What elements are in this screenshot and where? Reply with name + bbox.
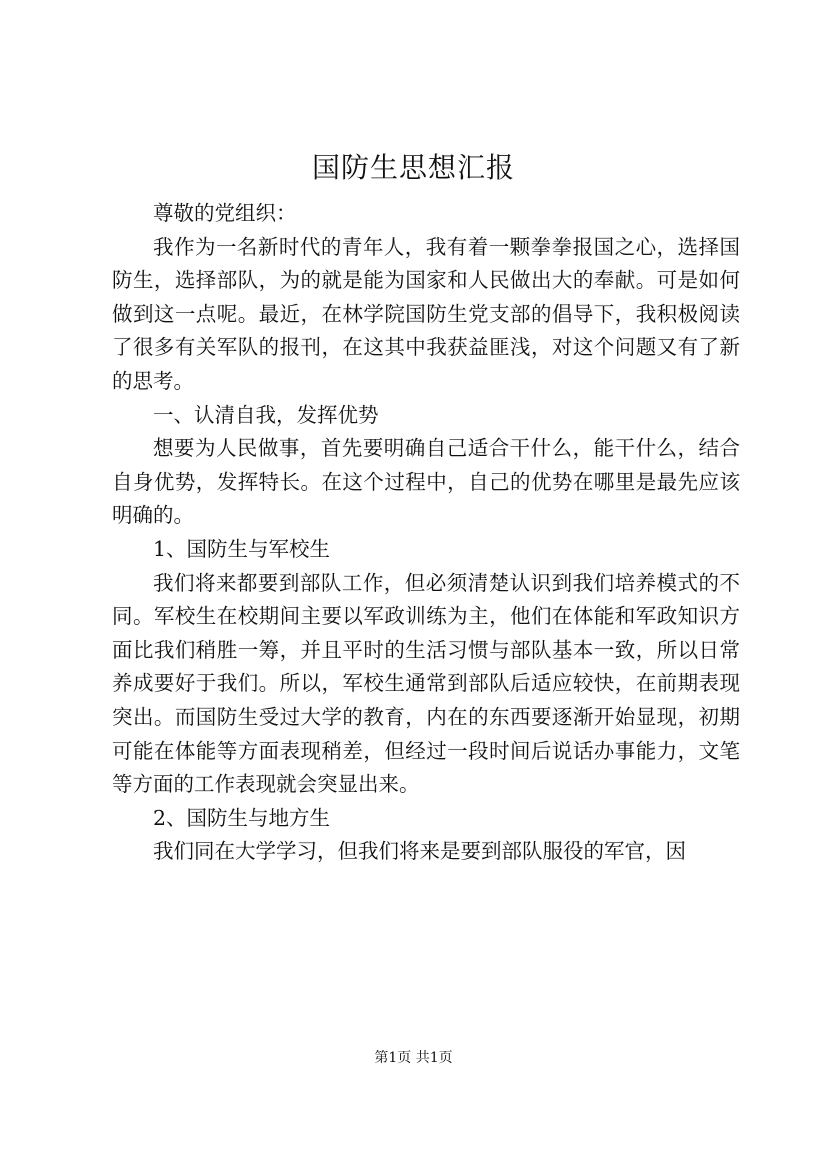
document-title: 国防生思想汇报 — [311, 151, 515, 184]
document-body — [112, 197, 740, 869]
subsection-heading-1: 1、国防生与军校生 — [153, 536, 331, 561]
section-heading-1: 一、认清自我，发挥优势 — [153, 402, 379, 427]
paragraph-section-1: 想要为人民做事，首先要明确自己适合干什么，能干什么，结合自身优势，发挥特长。在这个过程中，自己的优势在哪里是最先应该明确的。 — [112, 436, 740, 528]
subsection-heading-2: 2、国防生与地方生 — [153, 805, 331, 830]
page-footer: 第1页 共1页 — [374, 1050, 453, 1066]
paragraph-subsection-2: 我们同在大学学习，但我们将来是要到部队服役的军官，因 — [153, 839, 686, 864]
paragraph-intro: 我作为一名新时代的青年人，我有着一颗拳拳报国之心，选择国防生，选择部队，为的就是能为国家和人民做出大的奉献。可是如何做到这一点呢。最近，在林学院国防生党支部的倡导下，我积极阅读了很多有关军队的报刊，在这其中我获益匪浅，对这个问题又有了新的思考。 — [112, 234, 740, 393]
paragraph-salutation: 尊敬的党组织： — [153, 201, 297, 225]
paragraph-subsection-1: 我们将来都要到部队工作，但必须清楚认识到我们培养模式的不同。军校生在校期间主要以军政训练为主，他们在体能和军政知识方面比我们稍胜一筹，并且平时的生活习惯与部队基本一致，所以日常养成要好于我们。所以，军校生通常到部队后适应较快，在前期表现突出。而国防生受过大学的教育，内在的东西要逐渐开始显现，初期可能在体能等方面表现稍差，但经过一段时间后说话办事能力，文笔等方面的工作表现就会突显出来。 — [112, 570, 740, 797]
